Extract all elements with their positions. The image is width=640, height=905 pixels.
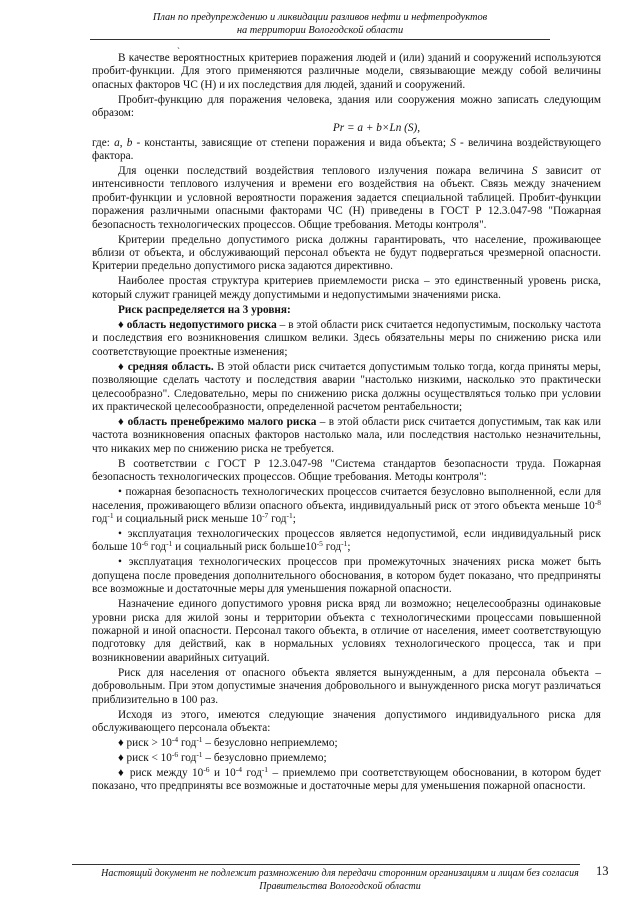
gost-item: • эксплуатация технологических процессов при промежуточных значениях риска может быть допущена после проведения дополнительного обоснования, в котором будет показано, что предприняты все возможные и достаточные меры для уменьшения пожарной опасности. xyxy=(92,556,601,596)
paragraph: где: a, b - константы, зависящие от степени поражения и вида объекта; S - величина воздействующего фактора. xyxy=(92,136,602,163)
page-header xyxy=(0,12,640,37)
paragraph: В качестве вероятностных критериев поражения людей и (или) зданий и сооружений используются пробит-функции. Для этого применяются различные модели, связывающие между собой величины опасных факторов ЧС (Н) и их последствия для людей, зданий и сооружений. xyxy=(92,52,601,91)
paragraph: Пробит-функцию для поражения человека, здания или сооружения можно записать следующим образом: xyxy=(92,93,601,120)
header-divider xyxy=(90,39,550,40)
document-body xyxy=(92,52,601,795)
header-line-1: План по предупреждению и ликвидации разливов нефти и нефтепродуктов xyxy=(152,12,488,23)
risk-level-item: ♦ средняя область. В этой области риск считается допустимым только тогда, когда приняты меры, позволяющие сделать частоту и последствия аварии "настолько низкими, насколько это практически целесообразно". Следовательно, меры по снижению риска должны осуществляться только при условии их практической целесообразности, определенной расчетом рентабельности; xyxy=(92,360,601,413)
paragraph: Риск для населения от опасного объекта является вынужденным, а для персонала объекта – добровольным. При этом допустимые значения добровольного и вынужденного риска могут различаться приблизительно в 100 раз. xyxy=(92,666,601,706)
risk-level-item: ♦ область недопустимого риска – в этой области риск считается недопустимым, поскольку частота и последствия его возникновения слишком велики. Здесь обязательны меры по снижению риска или соответствующие проектные изменения; xyxy=(92,318,601,358)
risk-threshold-item: ♦ риск > $10^{-4}$ год$^{-1}$ – безусловно неприемлемо; xyxy=(118,735,338,749)
paragraph: Исходя из этого, имеются следующие значения допустимого индивидуального риска для обслуживающего персонала объекта: xyxy=(92,708,601,734)
header-line-2: на территории Вологодской области xyxy=(236,24,404,36)
footer-notice: Настоящий документ не подлежит размножению для передачи сторонним организациям и лицам без согласия Правительства Вологодской области xyxy=(101,868,579,892)
page-number: 13 xyxy=(596,864,609,878)
paragraph: Для оценки последствий воздействия теплового излучения пожара величина S зависит от интенсивности теплового излучения и времени его воздействия на объект. Связь между значением пробит-функции и условной вероятности поражения задается специальной таблицей. Пробит-функции поражения различными опасными факторами ЧС (Н) приведены в ГОСТ Р 12.3.047-98 "Пожарная безопасность технологических процессов. Общие требования. Методы контроля". xyxy=(92,165,601,231)
bullet-icon: ♦ xyxy=(118,360,128,373)
risk-threshold-item: ♦ риск между $10^{-6}$ и $10^{-4}$ год$^{-1}$ – приемлемо при соответствующем обосновании, в котором будет показано, что предприняты все возможные и достаточные меры для уменьшения пожарной опасности. xyxy=(92,765,601,793)
paragraph: В соответствии с ГОСТ Р 12.3.047-98 "Система стандартов безопасности труда. Пожарная безопасность технологических процессов. Общие требования. Методы контроля": xyxy=(92,457,601,484)
paragraph: Критерии предельно допустимого риска должны гарантировать, что население, проживающее вблизи от объекта, и обслуживающий персонал объекта не будут подвергаться чрезмерной опасности. Критерии предельно допустимого риска задаются директивно. xyxy=(92,233,601,273)
gost-item: • эксплуатация технологических процессов является недопустимой, если индивидуальный риск больше $10^{-6}$ год$^{-1}$ и социальный риск $больше10^{-5}$ год$^{-1}$; xyxy=(92,527,601,554)
bullet-icon: ♦ xyxy=(118,318,127,331)
probit-formula: Pr = a + b×Ln (S), xyxy=(332,122,421,135)
paragraph: Наиболее простая структура критериев приемлемости риска – это единственный уровень риска, который служит границей между допустимыми и недопустимыми значениями риска. xyxy=(92,275,601,301)
gost-item: • пожарная безопасность технологических процессов считается безусловно выполненной, если для населения, проживающего вблизи опасного объекта, индивидуальный риск от этого объекта меньше $10^{-8}$ год$^{-1}$ и социальный риск меньше $10^{-7}$ год$^{-1}$; xyxy=(92,486,601,525)
bullet-icon: ♦ xyxy=(118,415,128,428)
risk-threshold-item: ♦ риск < $10^{-6}$ год$^{-1}$ – безусловно приемлемо; xyxy=(118,750,327,764)
scan-mark: ˎ xyxy=(177,39,180,49)
footer-divider xyxy=(72,864,580,865)
paragraph: Назначение единого допустимого уровня риска вряд ли возможно; нецелесообразны одинаковые уровни риска для жилой зоны и территории объекта с технологическими процессами повышенной пожарной и иной опасности. Персонал такого объекта, в отличие от населения, имеет соответствующую подготовку для действий, как в нормальных условиях технологического процесса, так и при возникновении аварийных ситуаций. xyxy=(92,598,601,664)
risk-level-item: ♦ область пренебрежимо малого риска – в этой области риск считается допустимым, так как или частота возникновения опасных факторов настолько мала, или последствия настолько незначительны, что никаких мер по снижению риска не требуется. xyxy=(92,415,601,455)
section-heading: Риск распределяется на 3 уровня: xyxy=(118,303,291,316)
